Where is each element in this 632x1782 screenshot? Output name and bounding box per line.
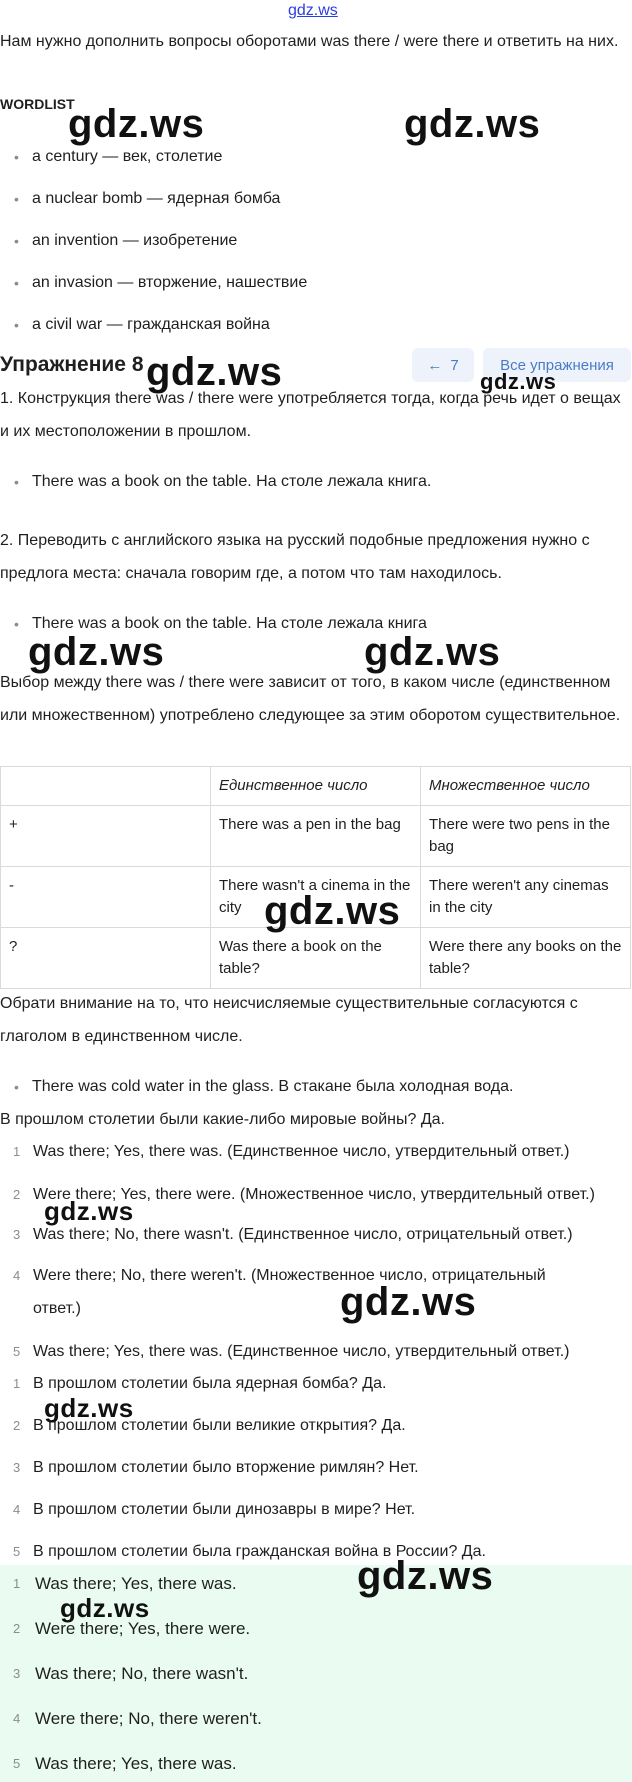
bullet-icon: • <box>14 191 19 207</box>
arrow-left-icon: ← <box>427 356 443 374</box>
watermark: gdz.ws <box>340 1280 477 1324</box>
table-cell: There wasn't a cinema in the city <box>211 867 421 928</box>
table-cell: Was there a book on the table? <box>211 928 421 989</box>
bullet-icon: • <box>14 1079 19 1095</box>
theory-paragraph-4: Обрати внимание на то, что неисчисляемые существительные согласуются с глаголом в единственном числе. <box>0 995 578 1045</box>
table-header-cell <box>1 767 211 806</box>
theory-paragraph-1: 1. Конструкция there was / there were употребляется тогда, когда речь идет о вещах и их местоположении в прошлом. <box>0 390 621 440</box>
table-row <box>1 928 631 989</box>
bullet-icon: • <box>14 474 19 490</box>
bullet-icon: • <box>14 275 19 291</box>
table-cell: - <box>1 867 211 928</box>
watermark: gdz.ws <box>60 1593 150 1623</box>
watermark: gdz.ws <box>44 1393 134 1423</box>
watermark: gdz.ws <box>28 630 165 674</box>
prev-exercise-button[interactable]: ← 7 <box>412 348 474 382</box>
table-cell: There weren't any cinemas in the city <box>421 867 631 928</box>
table-header-row <box>1 767 631 806</box>
bullet-icon: • <box>14 149 19 165</box>
wordlist-title: WORDLIST <box>0 96 75 112</box>
watermark: gdz.ws <box>264 889 401 933</box>
theory-paragraph-3: Выбор между there was / there were зависит от того, в каком числе (единственном или множественном) употреблено следующее за этим оборотом существительное. <box>0 674 621 724</box>
table-cell: There were two pens in the bag <box>421 806 631 867</box>
table-header-cell: Единственное число <box>211 767 421 806</box>
table-cell: Were there any books on the table? <box>421 928 631 989</box>
table-cell: + <box>1 806 211 867</box>
watermark: gdz.ws <box>364 630 501 674</box>
theory-paragraph-2: 2. Переводить с английского языка на русский подобные предложения нужно с предлога места: сначала говорим где, а потом что там находилось. <box>0 532 590 582</box>
watermark: gdz.ws <box>480 369 557 394</box>
site-logo[interactable]: gdz.ws <box>288 2 338 19</box>
intro-text: Нам нужно дополнить вопросы оборотами was there / were there и ответить на них. <box>0 33 619 50</box>
watermark: gdz.ws <box>357 1554 494 1598</box>
grammar-table <box>0 766 631 989</box>
table-cell: ? <box>1 928 211 989</box>
exercise-title: Упражнение 8 <box>0 353 144 376</box>
watermark: gdz.ws <box>68 102 205 146</box>
table-header-cell: Множественное число <box>421 767 631 806</box>
all-exercises-button[interactable]: Все упражнения <box>483 348 631 382</box>
bullet-icon: • <box>14 233 19 249</box>
question-text: В прошлом столетии были какие-либо мировые войны? Да. <box>0 1111 445 1128</box>
table-cell: There was a pen in the bag <box>211 806 421 867</box>
watermark: gdz.ws <box>146 350 283 394</box>
watermark: gdz.ws <box>404 102 541 146</box>
watermark: gdz.ws <box>44 1196 134 1226</box>
bullet-icon: • <box>14 317 19 333</box>
table-row <box>1 806 631 867</box>
bullet-icon: • <box>14 616 19 632</box>
